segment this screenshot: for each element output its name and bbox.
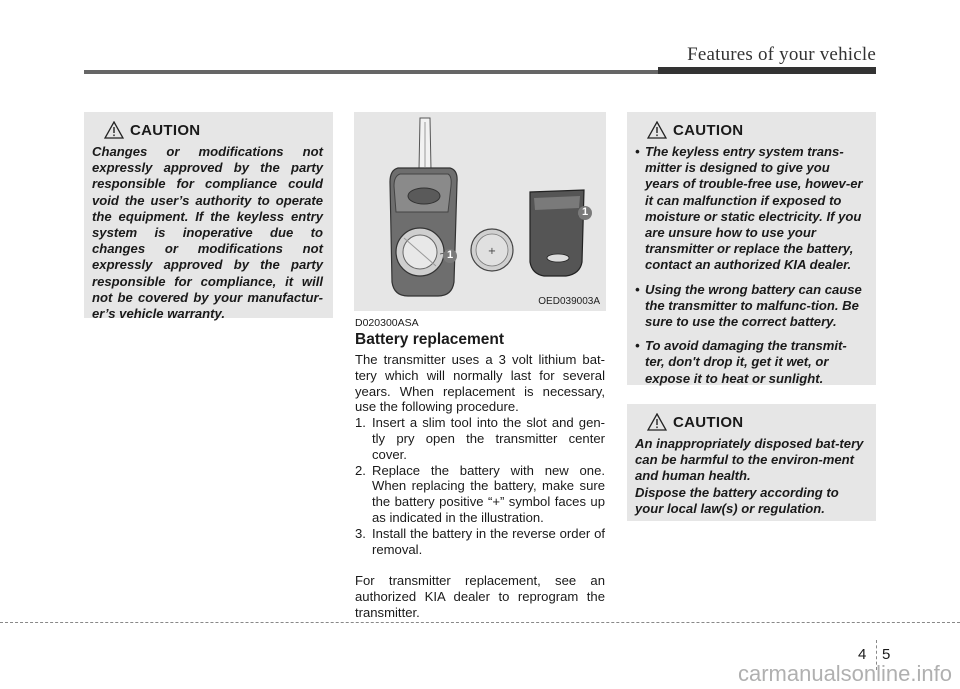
step-text: Install the battery in the reverse order of removal. [372,525,605,557]
caution-bullet-text: Using the wrong battery can cause the transmitter to malfunc-tion. Be sure to use the correct battery. [645,281,862,330]
caution-text [635,144,866,387]
header-title: Features of your vehicle [687,44,876,65]
step-number: 2. [355,462,366,478]
caution-text: Changes or modifications not expressly approved by the party responsible for compliance could void the user’s authority to operate the equipment. If the keyless entry system is inoperative due to changes or modifications not expressly approved by the party responsible for compliance, it will not be covered by your manufactur-er’s vehicle warranty. [92,144,323,322]
caution-box-modifications [84,112,333,322]
step-number: 1. [355,415,366,431]
caution-box-transmitter [627,112,876,385]
caution-header [104,120,323,140]
caution-box-disposal [627,404,876,521]
document-code: D020300ASA [355,317,419,329]
intro-paragraph: The transmitter uses a 3 volt lithium bat-tery which will normally last for several years. When replacement is necessary, use the following procedure. [355,352,605,415]
callout-label: 1 [582,206,589,218]
procedure-steps [355,415,605,557]
callout-label: 1 [447,249,454,261]
caution-bullet [635,338,866,387]
step-text: Insert a slim tool into the slot and gen-tly pry open the transmitter center cover. [372,415,605,462]
section-body [355,352,605,621]
svg-text:+: + [487,246,497,257]
page-number: 5 [882,646,891,663]
step-item [355,415,605,462]
key-fob-illustration [354,112,606,311]
caution-line: Dispose the battery according to your local law(s) or regulation. [635,484,839,516]
caution-title: CAUTION [673,413,744,431]
step-text: Replace the battery with new one. When replacing the battery, make sure the battery positive “+” symbol faces up as indicated in the illustration. [372,462,605,525]
chapter-number: 4 [858,646,867,663]
step-number: 3. [355,525,366,541]
caution-text [635,436,866,517]
caution-title: CAUTION [130,121,201,139]
caution-bullet [635,282,866,331]
battery-replacement-figure [354,112,606,311]
step-item [355,526,605,558]
caution-title: CAUTION [673,121,744,139]
warning-triangle-icon [647,413,667,431]
warning-triangle-icon [104,121,124,139]
caution-header [647,120,866,140]
header-rule-accent [658,67,876,74]
caution-bullet-list [635,144,866,387]
caution-bullet-text: To avoid damaging the transmit-ter, don't drop it, get it wet, or expose it to heat or sunlight. [645,338,847,386]
caution-bullet [635,144,866,274]
outro-paragraph: For transmitter replacement, see an authorized KIA dealer to reprogram the transmitter. [355,573,605,620]
caution-line: An inappropriately disposed bat-tery can be harmful to the environ-ment and human health. [635,436,864,484]
caution-bullet-text: The keyless entry system trans-mitter is designed to give you years of trouble-free use, howev-er it can malfunction if exposed to moisture or static electricity. If you are unsure how to use your transmitter or replace the battery, contact an authorized KIA dealer. [645,144,863,273]
caution-header [647,412,866,432]
figure-code: OED039003A [538,296,600,307]
section-title: Battery replacement [355,331,505,348]
footer-rule [0,622,960,623]
warning-triangle-icon [647,121,667,139]
paragraph-spacer [355,557,605,573]
step-item [355,463,605,526]
watermark: carmanualsonline.info [737,661,952,686]
